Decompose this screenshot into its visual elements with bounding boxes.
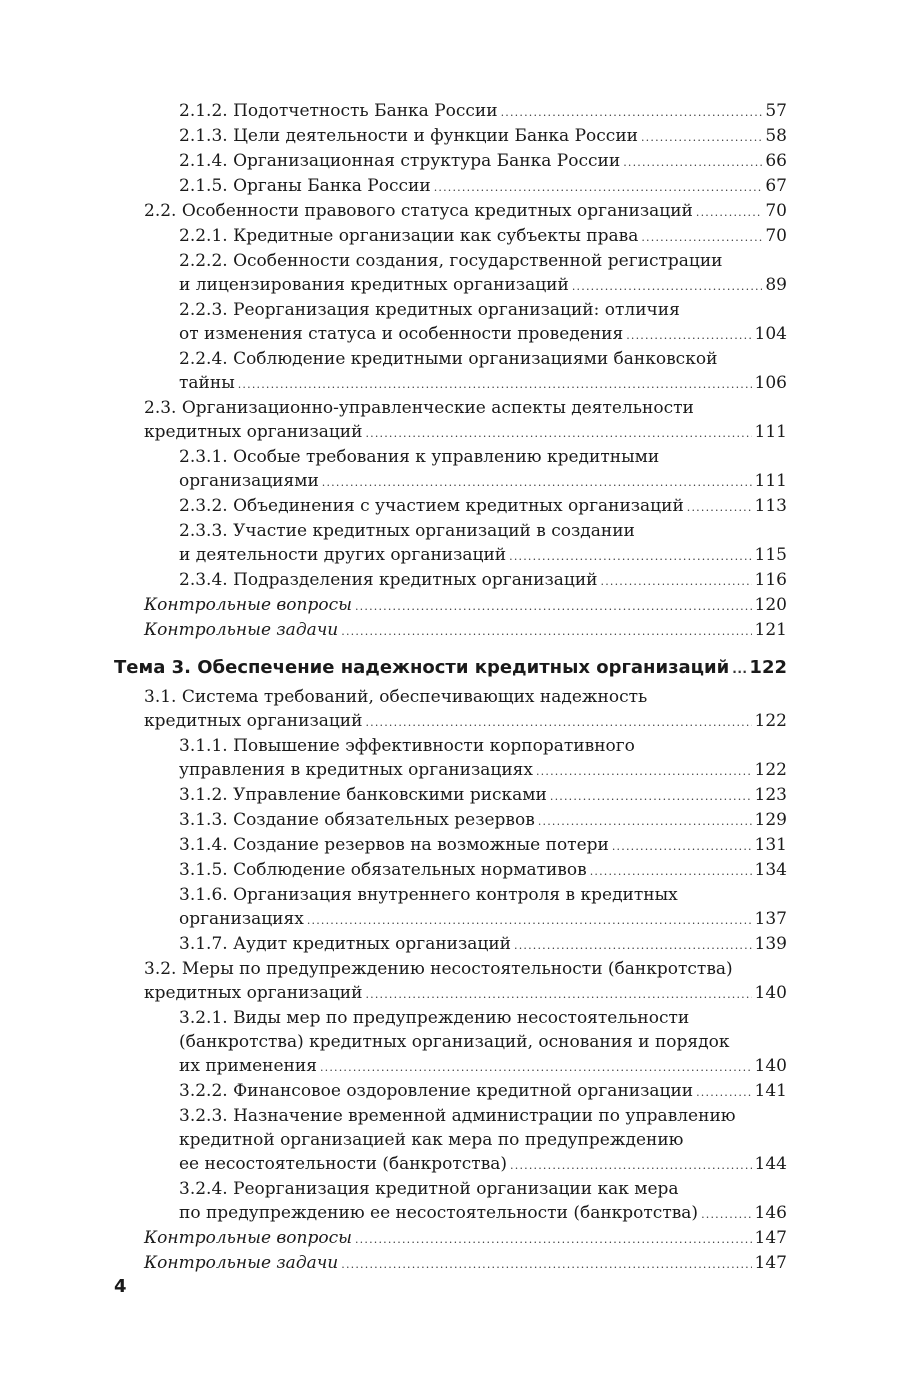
toc-page-number: 139 <box>754 934 787 954</box>
toc-entry[interactable] <box>0 396 787 444</box>
toc-topic[interactable] <box>0 655 787 681</box>
dot-leader <box>238 373 752 397</box>
toc-entry-line <box>179 124 787 148</box>
dot-leader <box>341 620 751 644</box>
dot-leader <box>320 1056 752 1080</box>
toc-entry-line <box>179 808 787 832</box>
toc-entry[interactable] <box>0 593 787 617</box>
toc-page-number: 147 <box>754 1253 787 1273</box>
toc-entry-text: 3.2.4. Реорганизация кредитной организации как мера <box>179 1179 679 1199</box>
toc-entry-line <box>114 655 787 681</box>
toc-entry-text: 3.2.1. Виды мер по предупреждению несостоятельности <box>179 1008 690 1028</box>
toc-entry[interactable] <box>0 833 787 857</box>
toc-entry-text: 2.3.2. Объединения с участием кредитных организаций <box>179 496 684 516</box>
dot-leader <box>538 810 752 834</box>
toc-page-number: 131 <box>754 835 787 855</box>
toc-entry-text: 3.1.6. Организация внутреннего контроля в кредитных <box>179 885 678 905</box>
toc-entry[interactable] <box>0 224 787 248</box>
dot-leader <box>501 101 763 125</box>
toc-entry-line <box>179 1030 787 1054</box>
toc-entry[interactable] <box>0 249 787 297</box>
toc-entry-text: (банкротства) кредитных организаций, основания и порядок <box>179 1032 730 1052</box>
toc-entry[interactable] <box>0 1079 787 1103</box>
toc-page-number: 121 <box>754 620 787 640</box>
toc-page-number: 104 <box>754 324 787 344</box>
toc-entry-text: ее несостоятельности (банкротства) <box>179 1154 508 1174</box>
toc-entry-text: Контрольные задачи <box>144 620 339 640</box>
toc-page-number: 116 <box>754 570 787 590</box>
toc-page-number: 66 <box>765 151 787 171</box>
dot-leader <box>355 595 752 619</box>
toc-page-number: 111 <box>754 471 787 491</box>
toc-entry-text: и лицензирования кредитных организаций <box>179 275 569 295</box>
dot-leader <box>687 496 752 520</box>
toc-entry[interactable] <box>0 124 787 148</box>
toc-entry[interactable] <box>0 685 787 733</box>
toc-entry[interactable] <box>0 1006 787 1078</box>
toc-entry-line <box>144 618 787 642</box>
toc-entry-text: 3.1.7. Аудит кредитных организаций <box>179 934 511 954</box>
toc-entry-line <box>179 1177 787 1201</box>
toc-entry-text: 3.1. Система требований, обеспечивающих надежность <box>144 687 648 707</box>
toc-page-number: 146 <box>754 1203 787 1223</box>
toc-entry[interactable] <box>0 298 787 346</box>
toc-entry-text: от изменения статуса и особенности проведения <box>179 324 624 344</box>
toc-page-number: 111 <box>754 422 787 442</box>
dot-leader <box>601 570 752 594</box>
toc-entry-line <box>179 347 787 371</box>
dot-leader <box>696 1081 751 1105</box>
dot-leader <box>341 1253 751 1277</box>
toc-page-number: 106 <box>754 373 787 393</box>
toc-entry-text: 2.3.3. Участие кредитных организаций в создании <box>179 521 635 541</box>
toc-entry-text: Контрольные вопросы <box>144 595 352 615</box>
toc-page-number: 122 <box>754 760 787 780</box>
toc-entry[interactable] <box>0 199 787 223</box>
dot-leader <box>550 785 752 809</box>
toc-entry-line <box>144 709 787 733</box>
toc-entry[interactable] <box>0 618 787 642</box>
toc-entry[interactable] <box>0 347 787 395</box>
toc-entry-line <box>179 734 787 758</box>
toc-entry[interactable] <box>0 445 787 493</box>
toc-entry[interactable] <box>0 1251 787 1275</box>
toc-entry-line <box>179 494 787 518</box>
toc-entry[interactable] <box>0 519 787 567</box>
toc-entry[interactable] <box>0 883 787 931</box>
dot-leader <box>623 151 762 175</box>
toc-page-number: 122 <box>754 711 787 731</box>
dot-leader <box>572 275 763 299</box>
toc-entry[interactable] <box>0 99 787 123</box>
toc-entry-line <box>179 149 787 173</box>
toc-entry-line <box>144 957 787 981</box>
toc-entry-text: 3.1.1. Повышение эффективности корпоративного <box>179 736 635 756</box>
toc-entry-line <box>144 396 787 420</box>
toc-entry[interactable] <box>0 174 787 198</box>
toc-entry-text: 3.1.3. Создание обязательных резервов <box>179 810 535 830</box>
toc-entry-text: по предупреждению ее несостоятельности (банкротства) <box>179 1203 699 1223</box>
dot-leader <box>365 711 751 735</box>
toc-entry-line <box>179 1079 787 1103</box>
toc-entry[interactable] <box>0 783 787 807</box>
dot-leader <box>536 760 752 784</box>
toc-page-number: 120 <box>754 595 787 615</box>
dot-leader <box>355 1228 752 1252</box>
toc-entry[interactable] <box>0 1104 787 1176</box>
toc-entry-text: 2.2.2. Особенности создания, государственной регистрации <box>179 251 723 271</box>
toc-entry[interactable] <box>0 957 787 1005</box>
toc-entry-line <box>179 298 787 322</box>
toc-entry[interactable] <box>0 494 787 518</box>
dot-leader <box>322 471 752 495</box>
toc-page-number: 89 <box>765 275 787 295</box>
dot-leader <box>696 201 762 225</box>
toc-entry-text: организациями <box>179 471 319 491</box>
toc-entry-line <box>179 224 787 248</box>
toc-page-number: 113 <box>754 496 787 516</box>
toc-page-number: 70 <box>765 201 787 221</box>
toc-entry-line <box>179 469 787 493</box>
toc-entry-text: 2.1.2. Подотчетность Банка России <box>179 101 498 121</box>
toc-entry[interactable] <box>0 858 787 882</box>
toc-entry-line <box>179 371 787 395</box>
dot-leader <box>641 126 762 150</box>
toc-entry-line <box>179 833 787 857</box>
toc-entry-line <box>179 568 787 592</box>
toc-entry[interactable] <box>0 808 787 832</box>
toc-entry-line <box>179 883 787 907</box>
toc-entry-text: 3.2.3. Назначение временной администрации по управлению <box>179 1106 736 1126</box>
toc-entry-text: 2.2.1. Кредитные организации как субъекты права <box>179 226 639 246</box>
toc-entry-text: управления в кредитных организациях <box>179 760 533 780</box>
toc-entry-text: кредитных организаций <box>144 422 363 442</box>
toc-entry[interactable] <box>0 568 787 592</box>
toc-page-number: 140 <box>754 983 787 1003</box>
toc-page-number: 137 <box>754 909 787 929</box>
toc-entry-line <box>179 273 787 297</box>
toc-entry-line <box>179 858 787 882</box>
toc-entry-line <box>179 1054 787 1078</box>
toc-entry-line <box>179 1201 787 1225</box>
toc-page-number: 147 <box>754 1228 787 1248</box>
toc-entry-line <box>144 981 787 1005</box>
toc-entry-text: 3.1.4. Создание резервов на возможные потери <box>179 835 609 855</box>
toc-page-number: 144 <box>754 1154 787 1174</box>
toc-page-number: 140 <box>754 1056 787 1076</box>
dot-leader <box>732 656 746 682</box>
toc-page-number: 70 <box>765 226 787 246</box>
toc-entry-line <box>179 1152 787 1176</box>
toc-entry-line <box>144 199 787 223</box>
dot-leader <box>307 909 752 933</box>
toc-page-number: 122 <box>749 657 787 678</box>
toc-entry-text: 2.2. Особенности правового статуса кредитных организаций <box>144 201 693 221</box>
toc-page-number: 129 <box>754 810 787 830</box>
toc-entry-line <box>179 932 787 956</box>
toc-entry[interactable] <box>0 1177 787 1225</box>
toc-page-number: 115 <box>754 545 787 565</box>
toc-entry[interactable] <box>0 932 787 956</box>
dot-leader <box>365 422 751 446</box>
toc-page-number: 67 <box>765 176 787 196</box>
dot-leader <box>514 934 752 958</box>
toc-page-number: 58 <box>765 126 787 146</box>
toc-entry-text: 2.3. Организационно-управленческие аспекты деятельности <box>144 398 694 418</box>
toc-entry-line <box>144 1226 787 1250</box>
toc-entry-text: 3.1.2. Управление банковскими рисками <box>179 785 547 805</box>
toc-page-number: 57 <box>765 101 787 121</box>
toc-entry-line <box>144 685 787 709</box>
toc-entry-line <box>144 593 787 617</box>
dot-leader <box>590 860 752 884</box>
toc-entry-text: Тема 3. Обеспечение надежности кредитных организаций <box>114 657 730 678</box>
toc-entry-text: 2.2.3. Реорганизация кредитных организаций: отличия <box>179 300 680 320</box>
toc-entry-line <box>179 783 787 807</box>
toc-entry-text: 3.2. Меры по предупреждению несостоятельности (банкротства) <box>144 959 733 979</box>
toc-entry-line <box>179 519 787 543</box>
toc-page-number: 123 <box>754 785 787 805</box>
dot-leader <box>626 324 751 348</box>
toc-entry-text: кредитной организацией как мера по предупреждению <box>179 1130 684 1150</box>
toc-entry[interactable] <box>0 1226 787 1250</box>
toc-entry-line <box>179 249 787 273</box>
toc-entry-text: 2.1.3. Цели деятельности и функции Банка России <box>179 126 638 146</box>
dot-leader <box>641 226 762 250</box>
toc-entry-text: 2.2.4. Соблюдение кредитными организациями банковской <box>179 349 718 369</box>
toc-entry-text: организациях <box>179 909 304 929</box>
toc-entry-text: 3.2.2. Финансовое оздоровление кредитной организации <box>179 1081 694 1101</box>
toc-entry-text: 2.3.4. Подразделения кредитных организаций <box>179 570 598 590</box>
toc-entry-line <box>179 758 787 782</box>
toc-page-number: 141 <box>754 1081 787 1101</box>
toc-entry-line <box>179 445 787 469</box>
dot-leader <box>612 835 752 859</box>
toc-entry-text: кредитных организаций <box>144 983 363 1003</box>
toc-entry-text: 3.1.5. Соблюдение обязательных нормативов <box>179 860 587 880</box>
toc-entry-text: и деятельности других организаций <box>179 545 507 565</box>
toc-entry-text: Контрольные задачи <box>144 1253 339 1273</box>
toc-entry-line <box>179 1128 787 1152</box>
toc-entry-text: их применения <box>179 1056 317 1076</box>
toc-entry[interactable] <box>0 149 787 173</box>
toc-entry-text: кредитных организаций <box>144 711 363 731</box>
toc-entry-line <box>179 174 787 198</box>
toc-entry-line <box>179 1104 787 1128</box>
table-of-contents <box>0 99 900 1276</box>
toc-entry-text: 2.1.5. Органы Банка России <box>179 176 431 196</box>
dot-leader <box>434 176 763 200</box>
dot-leader <box>509 545 751 569</box>
toc-entry-line <box>179 543 787 567</box>
toc-entry-text: тайны <box>179 373 235 393</box>
page-number: 4 <box>114 1276 127 1297</box>
toc-entry-text: Контрольные вопросы <box>144 1228 352 1248</box>
dot-leader <box>510 1154 752 1178</box>
toc-entry-text: 2.1.4. Организационная структура Банка России <box>179 151 621 171</box>
toc-entry-line <box>179 99 787 123</box>
dot-leader <box>365 983 751 1007</box>
toc-entry-line <box>179 322 787 346</box>
toc-entry[interactable] <box>0 734 787 782</box>
toc-entry-line <box>144 1251 787 1275</box>
toc-entry-line <box>144 420 787 444</box>
dot-leader <box>701 1203 751 1227</box>
toc-entry-line <box>179 1006 787 1030</box>
toc-entry-line <box>179 907 787 931</box>
toc-page-number: 134 <box>754 860 787 880</box>
toc-entry-text: 2.3.1. Особые требования к управлению кредитными <box>179 447 660 467</box>
